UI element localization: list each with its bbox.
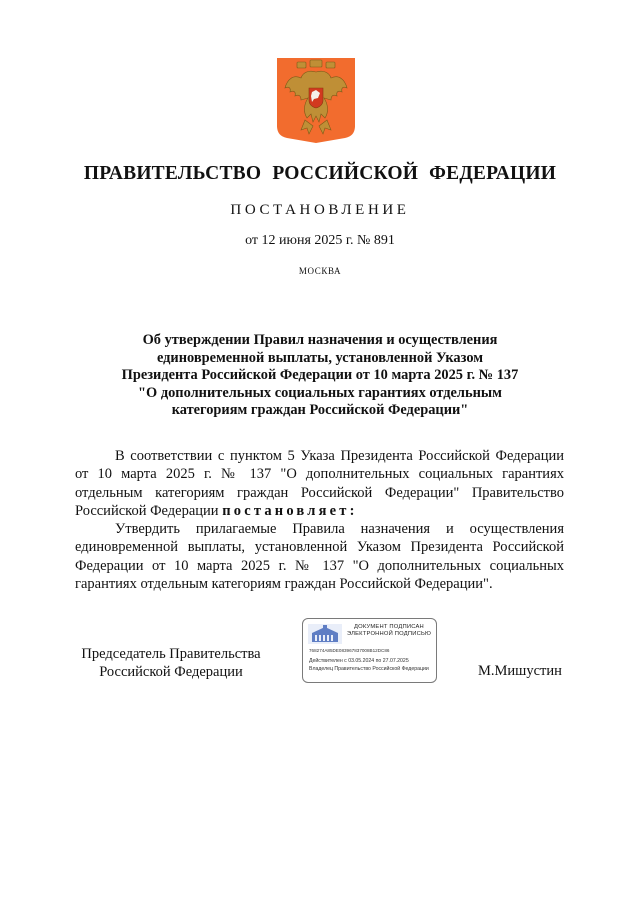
title-line: категориям граждан Российской Федерации" bbox=[171, 402, 469, 418]
document-title bbox=[70, 332, 570, 420]
title-line: "О дополнительных социальных гарантиях отдельным bbox=[138, 384, 502, 401]
preamble-text: В соответствии с пунктом 5 Указа Президента Российской Федерации от 10 марта 2025 г. № 137 "О дополнительных социальных гарантиях отдельным категориям граждан Российской Федерации" Правительство Российской Федерации bbox=[75, 448, 564, 519]
resolution-paragraph: Утвердить прилагаемые Правила назначения и осуществления единовременной выплаты, установленной Указом Президента Российской Федерации от 10 марта 2025 г. № 137 "О дополнительных социальных гарантиях отдельным категориям граждан Российской Федерации". bbox=[75, 521, 564, 593]
certificate-validity: Действителен с 03.05.2024 по 27.07.2025 bbox=[309, 658, 409, 664]
signatory-name: М.Мишустин bbox=[478, 663, 562, 679]
coat-of-arms-emblem bbox=[275, 56, 357, 144]
stamp-title bbox=[343, 624, 435, 638]
stamp-title-line: ЭЛЕКТРОННОЙ ПОДПИСЬЮ bbox=[346, 631, 432, 638]
document-type: ПОСТАНОВЛЕНИЕ bbox=[230, 202, 410, 218]
title-line: единовременной выплаты, установленной Указом bbox=[156, 349, 484, 366]
title-line: Президента Российской Федерации от 10 марта 2025 г. № 137 bbox=[121, 367, 519, 383]
document-date-number: от 12 июня 2025 г. № 891 bbox=[245, 233, 395, 248]
document-body bbox=[75, 447, 564, 593]
position-line: Российской Федерации bbox=[99, 664, 243, 681]
government-name: ПРАВИТЕЛЬСТВО РОССИЙСКОЙ ФЕДЕРАЦИИ bbox=[83, 163, 557, 184]
signatory-position bbox=[70, 645, 272, 682]
electronic-signature-stamp bbox=[302, 618, 437, 683]
stamp-title-line: ДОКУМЕНТ ПОДПИСАН bbox=[354, 624, 424, 630]
resolves-word: постановляет: bbox=[222, 502, 358, 519]
preamble-paragraph bbox=[75, 447, 564, 520]
certificate-number: 768274A85DE083967837008B12DC86 bbox=[309, 648, 390, 653]
title-line: Об утверждении Правил назначения и осуществления bbox=[142, 332, 498, 348]
document-city: МОСКВА bbox=[298, 266, 342, 276]
government-building-icon bbox=[308, 624, 342, 644]
certificate-owner: Владелец Правительство Российской Федерации bbox=[309, 666, 429, 672]
position-line: Председатель Правительства bbox=[81, 646, 261, 662]
